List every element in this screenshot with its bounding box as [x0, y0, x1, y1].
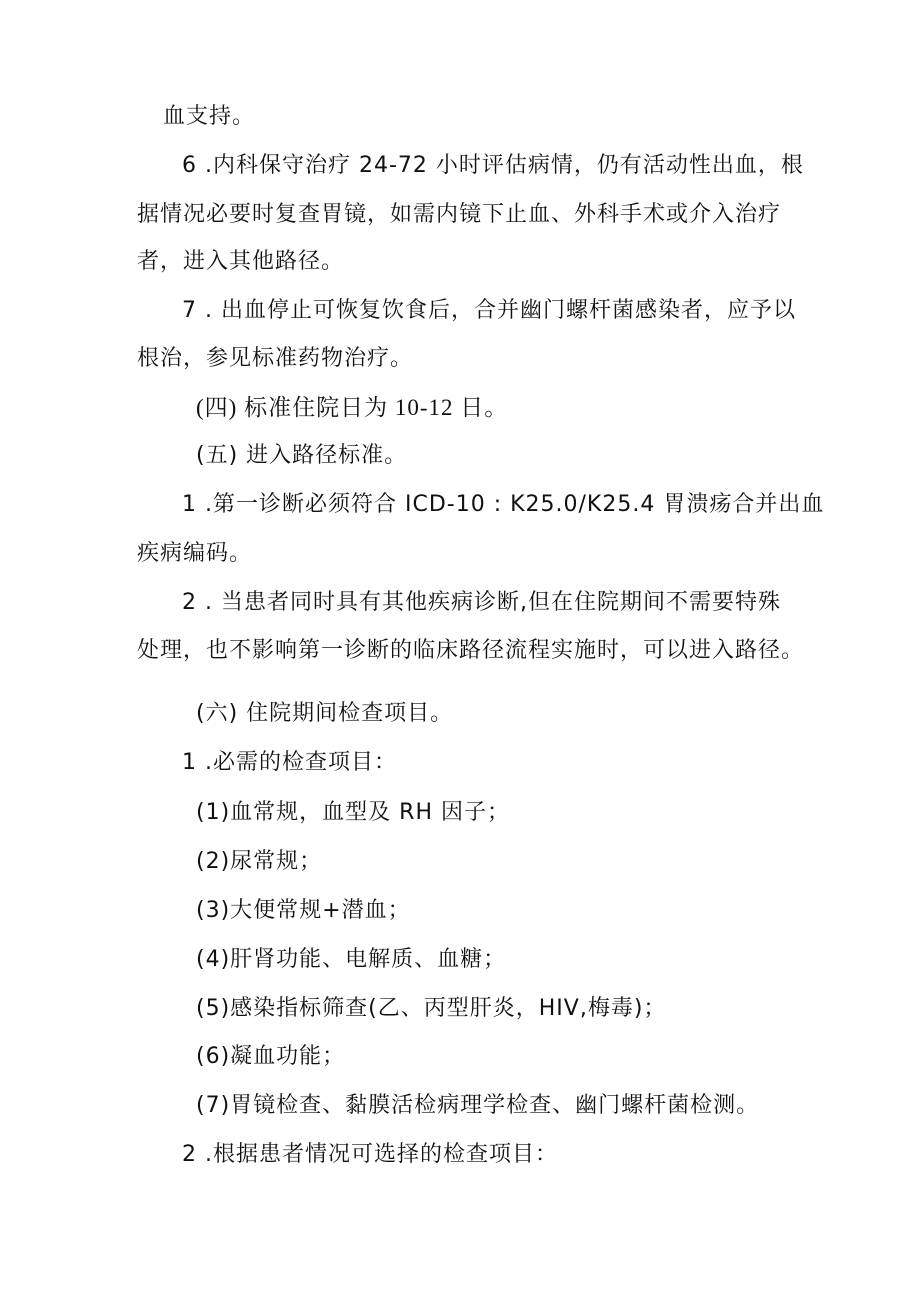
list-item: (1)血常规，血型及 RH 因子；: [196, 800, 510, 825]
list-item: (7)胃镜检查、黏膜活检病理学检查、幽门螺杆菌检测。: [196, 1093, 760, 1118]
text-line: 血支持。: [163, 104, 256, 129]
list-item: (2)尿常规；: [196, 849, 323, 874]
text-line: 6 .内科保守治疗 24-72 小时评估病情，仍有活动性出血，根: [182, 153, 804, 178]
list-item: (4)肝肾功能、电解质、血糖；: [196, 947, 507, 972]
text-line: 处理，也不影响第一诊断的临床路径流程实施时，可以进入路径。: [137, 638, 805, 663]
list-item: (6)凝血功能；: [196, 1044, 346, 1069]
text-line: 据情况必要时复查胃镜，如需内镜下止血、外科手术或介入治疗: [137, 202, 782, 227]
text-line: 2 .根据患者情况可选择的检查项目：: [182, 1142, 558, 1167]
list-item: (5)感染指标筛查(乙、丙型肝炎，HIV,梅毒)；: [196, 996, 667, 1021]
text-line: 7 . 出血停止可恢复饮食后，合并幽门螺杆菌感染者，应予以: [182, 298, 796, 323]
list-item: (3)大便常规+潜血；: [196, 898, 411, 923]
section-heading: (四) 标准住院日为 10-12 日。: [196, 395, 509, 420]
text-line: 2 . 当患者同时具有其他疾病诊断,但在住院期间不需要特殊: [182, 590, 781, 615]
text-line: 1 .第一诊断必须符合 ICD-10 : K25.0/K25.4 胃溃疡合并出血: [182, 492, 825, 517]
section-heading: (五) 进入路径标准。: [196, 443, 408, 468]
text-line: 疾病编码。: [137, 541, 253, 566]
section-heading: (六) 住院期间检查项目。: [196, 701, 454, 726]
text-line: 根治，参见标准药物治疗。: [137, 346, 414, 371]
text-line: 者，进入其他路径。: [137, 249, 345, 274]
text-line: 1 .必需的检查项目：: [182, 750, 397, 775]
